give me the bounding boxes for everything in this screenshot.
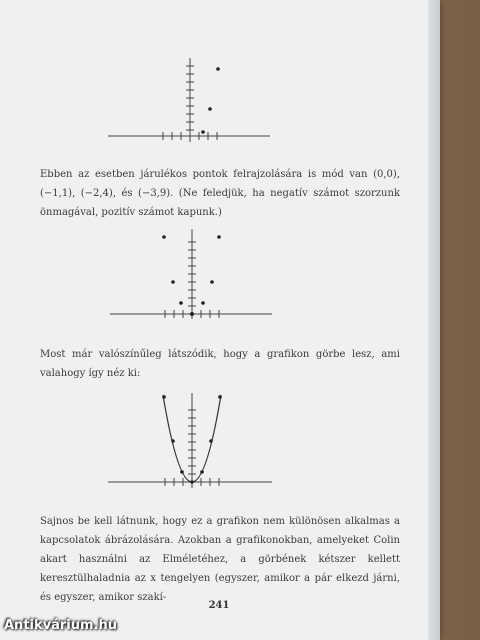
paragraph-3: Sajnos be kell látnunk, hogy ez a grafikon nem különösen alkalmas a kapcsolatok ábrázolására. Azokban a grafikonokban, amelyeket Colin akart használni az Elméletéhez, a görbének kétszer kellett keresztülhaladnia az x tengelyen (egyszer, amikor a pár elkezd járni, és egyszer, amikor szakí- bbox=[40, 516, 400, 603]
point-neg3-9 bbox=[162, 235, 166, 239]
point-neg3-9 bbox=[162, 395, 166, 399]
point-3-9 bbox=[216, 67, 220, 71]
point-neg1-1 bbox=[180, 470, 184, 474]
point-3-9 bbox=[218, 395, 222, 399]
watermark-logo: Antikvárium.hu bbox=[4, 618, 117, 633]
parabola-figure bbox=[0, 385, 438, 495]
page-number: 241 bbox=[208, 600, 230, 611]
point-3-9 bbox=[217, 235, 221, 239]
scatter-figure-2 bbox=[0, 225, 438, 325]
scatter-figure-1 bbox=[0, 50, 438, 160]
point-1-1 bbox=[201, 130, 205, 134]
point-1-1 bbox=[200, 470, 204, 474]
point-0-0 bbox=[190, 312, 194, 316]
point-2-4 bbox=[209, 439, 213, 443]
point-neg2-4 bbox=[171, 280, 175, 284]
paragraph-1: Ebben az esetben járulékos pontok felrajzolására is mód van (0,0), (−1,1), (−2,4), és (−3,9). (Ne feledjük, ha negatív számot szorzunk önmagával, pozitív számot kapunk.) bbox=[40, 169, 400, 218]
point-neg2-4 bbox=[171, 439, 175, 443]
point-0-0 bbox=[190, 480, 194, 484]
point-neg1-1 bbox=[179, 301, 183, 305]
paragraph-2: Most már valószínűleg látszódik, hogy a grafikon görbe lesz, ami valahogy így néz ki: bbox=[40, 349, 400, 379]
point-2-4 bbox=[208, 107, 212, 111]
point-2-4 bbox=[210, 280, 214, 284]
point-1-1 bbox=[201, 301, 205, 305]
